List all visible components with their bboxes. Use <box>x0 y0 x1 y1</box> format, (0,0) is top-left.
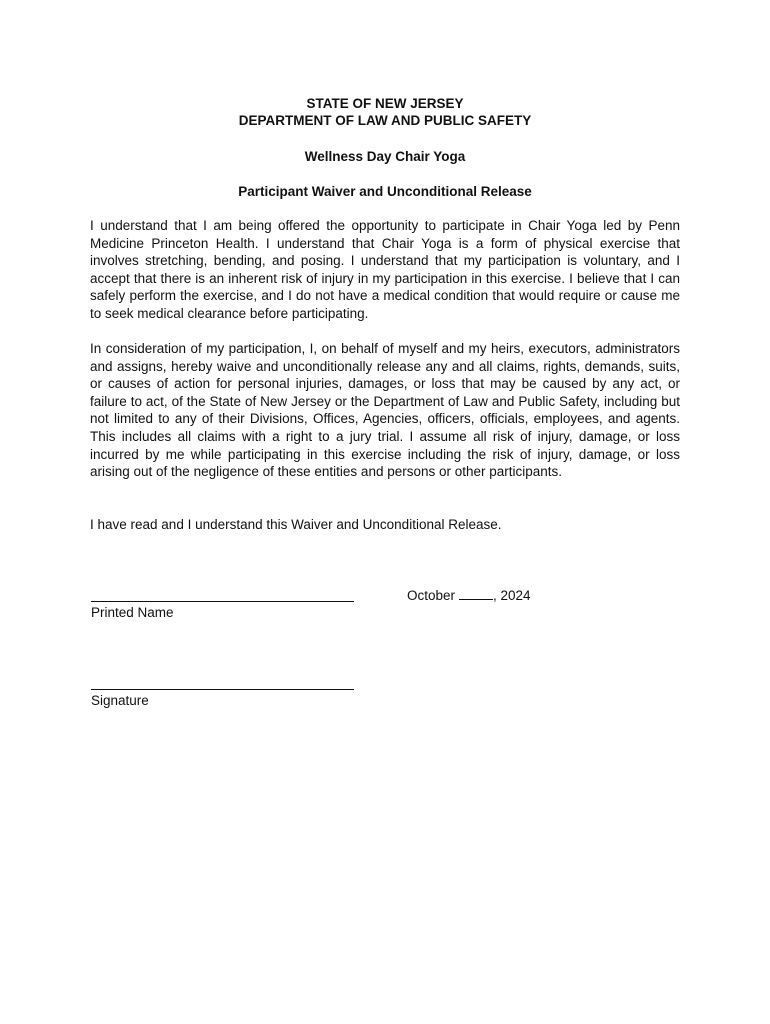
date-year: , 2024 <box>493 588 531 603</box>
printed-name-line[interactable] <box>91 601 354 602</box>
date-day-blank[interactable] <box>459 587 493 600</box>
waiver-title: Participant Waiver and Unconditional Release <box>238 184 532 199</box>
release-paragraph: In consideration of my participation, I, on behalf of myself and my heirs, executors, administrators and assigns, hereby waive and unconditionally release any and all claims, rights, demands, suits, or causes of action for personal injuries, damages, or loss that may be caused by any act, or failure to act, of the State of New Jersey or the Department of Law and Public Safety, including but not limited to any of their Divisions, Offices, Agencies, officers, officials, employees, and agents. This includes all claims with a right to a jury trial. I assume all risk of injury, damage, or loss incurred by me while participating in this exercise including the risk of injury, damage, or loss arising out of the negligence of these entities and persons or other participants. <box>90 341 680 480</box>
acknowledgement-paragraph: I have read and I understand this Waiver and Unconditional Release. <box>90 517 502 532</box>
event-title: Wellness Day Chair Yoga <box>304 149 466 164</box>
state-heading: STATE OF NEW JERSEY <box>306 96 464 111</box>
department-heading: DEPARTMENT OF LAW AND PUBLIC SAFETY <box>238 113 532 128</box>
signature-label: Signature <box>91 693 149 708</box>
date-field <box>407 587 531 604</box>
date-month: October <box>407 588 456 603</box>
signature-line[interactable] <box>91 689 354 690</box>
printed-name-label: Printed Name <box>91 605 174 620</box>
participation-paragraph: I understand that I am being offered the opportunity to participate in Chair Yoga led by Penn Medicine Princeton Health. I understand that Chair Yoga is a form of physical exercise that involves stretching, bending, and posing. I understand that my participation is voluntary, and I accept that there is an inherent risk of injury in my participation in this exercise. I believe that I can safely perform the exercise, and I do not have a medical condition that would require or cause me to seek medical clearance before participating. <box>90 218 680 321</box>
